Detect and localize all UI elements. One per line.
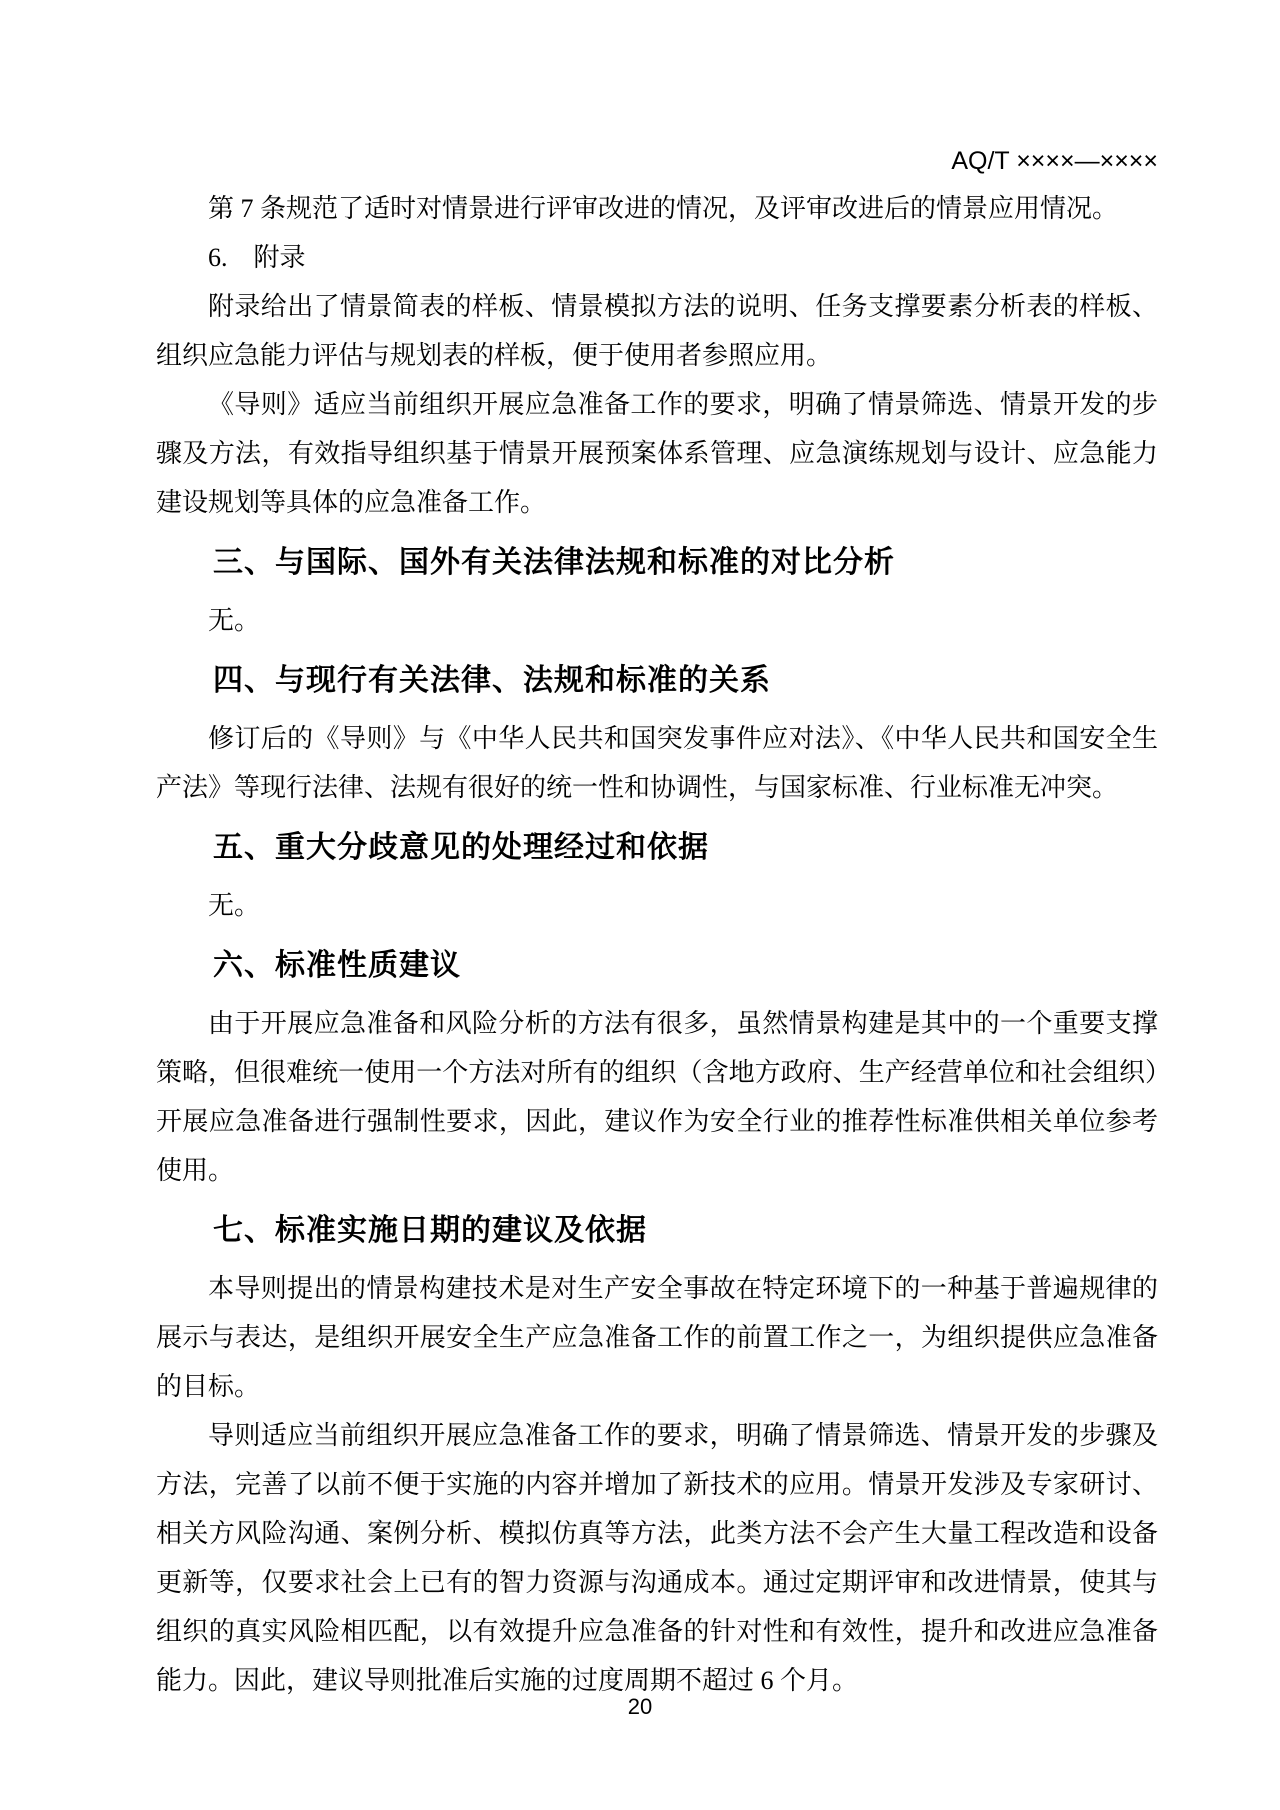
body-paragraph: 无。 xyxy=(208,891,261,920)
standard-number-header: AQ/T ××××—×××× xyxy=(951,147,1158,175)
body-paragraph: 导则适应当前组织开展应急准备工作的要求，明确了情景筛选、情景开发的步骤及方法，完善了以前不便于实施的内容并增加了新技术的应用。情景开发涉及专家研讨、相关方风险沟通、案例分析、模拟仿真等方法，此类方法不会产生大量工程改造和设备更新等，仅要求社会上已有的智力资源与沟通成本。通过定期评审和改进情景，使其与组织的真实风险相匹配，以有效提升应急准备的针对性和有效性，提升和改进应急准备能力。因此，建议导则批准后实施的过度周期不超过 6 个月。 xyxy=(156,1421,1158,1695)
body-paragraph: 6. 附录 xyxy=(208,243,306,272)
page-number: 20 xyxy=(627,1694,653,1719)
body-paragraph: 本导则提出的情景构建技术是对生产安全事故在特定环境下的一种基于普遍规律的展示与表达，是组织开展安全生产应急准备工作的前置工作之一，为组织提供应急准备的目标。 xyxy=(156,1274,1158,1401)
section-heading: 五、重大分歧意见的处理经过和依据 xyxy=(213,831,709,864)
body-paragraph: 由于开展应急准备和风险分析的方法有很多，虽然情景构建是其中的一个重要支撑策略，但很难统一使用一个方法对所有的组织（含地方政府、生产经营单位和社会组织）开展应急准备进行强制性要求，因此，建议作为安全行业的推荐性标准供相关单位参考使用。 xyxy=(156,1009,1158,1185)
section-heading: 六、标准性质建议 xyxy=(213,949,461,982)
section-heading: 四、与现行有关法律、法规和标准的关系 xyxy=(213,664,771,697)
document-body xyxy=(156,184,1158,1705)
section-heading: 七、标准实施日期的建议及依据 xyxy=(213,1214,647,1247)
body-paragraph: 第 7 条规范了适时对情景进行评审改进的情况，及评审改进后的情景应用情况。 xyxy=(208,194,1119,223)
body-paragraph: 修订后的《导则》与《中华人民共和国突发事件应对法》、《中华人民共和国安全生产法》等现行法律、法规有很好的统一性和协调性，与国家标准、行业标准无冲突。 xyxy=(156,724,1158,802)
body-paragraph: 《导则》适应当前组织开展应急准备工作的要求，明确了情景筛选、情景开发的步骤及方法，有效指导组织基于情景开展预案体系管理、应急演练规划与设计、应急能力建设规划等具体的应急准备工作。 xyxy=(156,390,1158,517)
body-paragraph: 附录给出了情景简表的样板、情景模拟方法的说明、任务支撑要素分析表的样板、组织应急能力评估与规划表的样板，便于使用者参照应用。 xyxy=(156,292,1158,370)
section-heading: 三、与国际、国外有关法律法规和标准的对比分析 xyxy=(213,546,895,579)
body-paragraph: 无。 xyxy=(208,606,261,635)
